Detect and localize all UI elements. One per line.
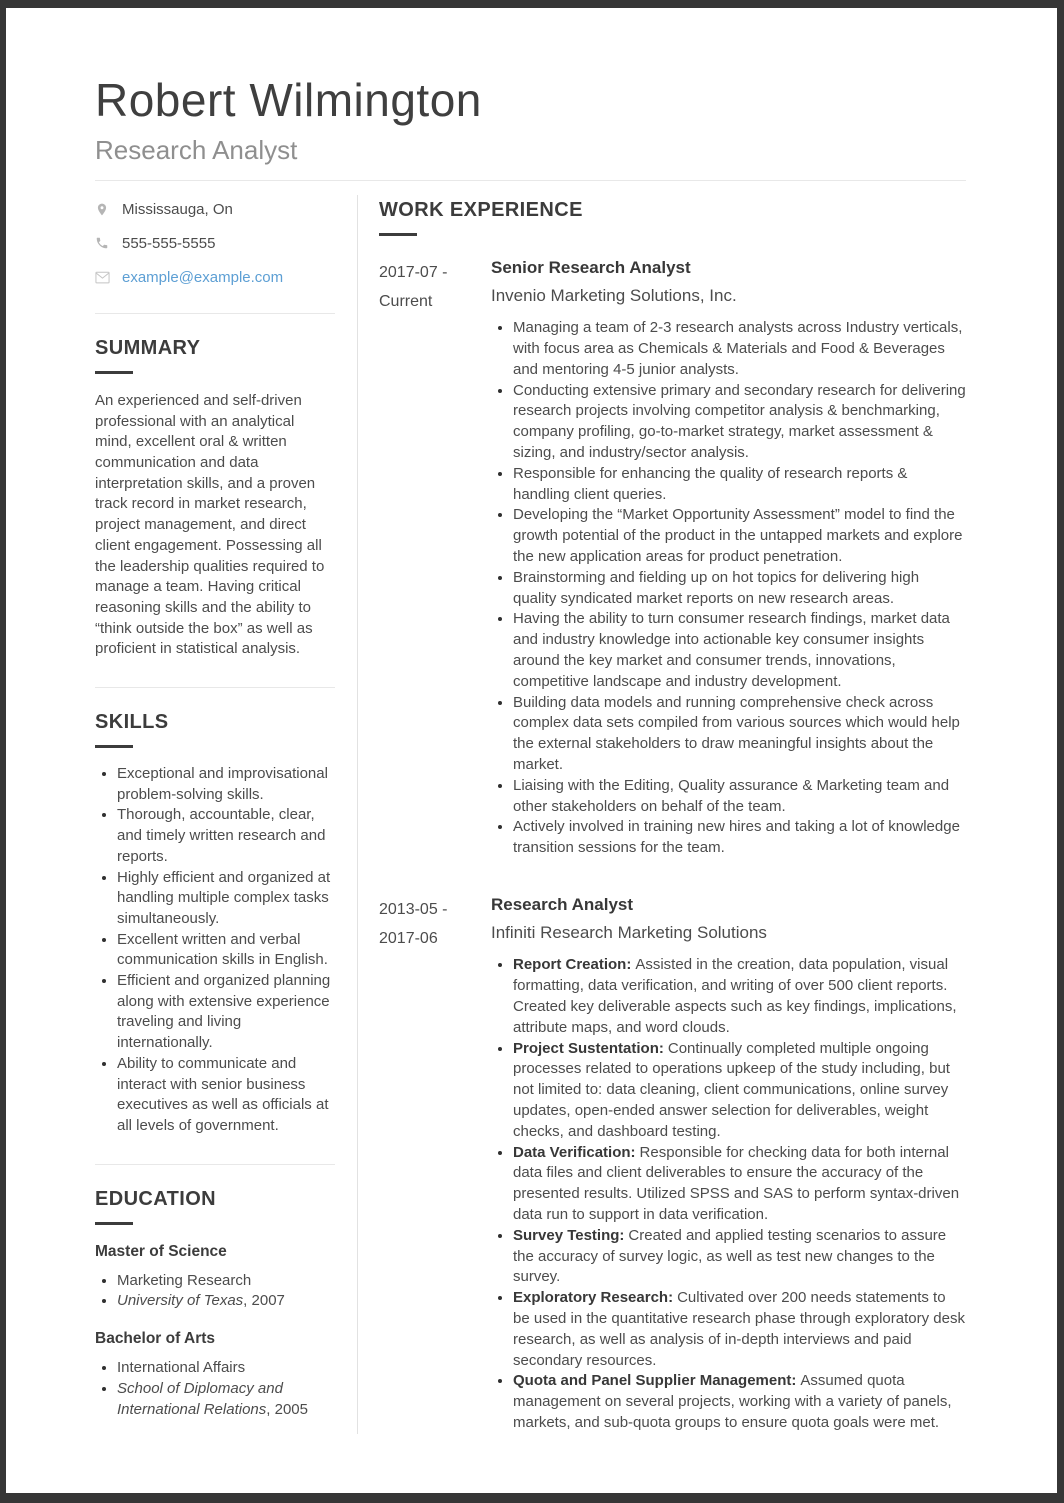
skills-heading-bar <box>95 745 133 748</box>
job-bullet <box>513 464 966 506</box>
job-date-from: 2013-05 - <box>379 901 448 918</box>
bullet-text: Responsible for checking data for both internal data files and client deliverables to ensure the accuracy of the presented results. Utilized SPSS and SAS to perform syntax-driven data run to support in data verification. <box>513 1143 960 1223</box>
work-experience-heading-bar <box>379 233 417 236</box>
job-bullet <box>513 381 966 464</box>
bullet-text: Created and applied testing scenarios to assure the accuracy of survey logic, as well as test new changes to the survey. <box>513 1226 947 1286</box>
degree-details <box>95 1271 335 1312</box>
summary-heading-bar <box>95 371 133 374</box>
skill-item: • Thorough, accountable, clear, and timely written research and reports. <box>117 805 335 867</box>
degree-field: • Marketing Research <box>117 1271 335 1292</box>
contact-email <box>95 269 335 286</box>
job-dates <box>379 258 491 859</box>
job-date-to: Current <box>379 292 433 310</box>
bullet-lead: Report Creation: <box>513 956 632 974</box>
bullet-text: Cultivated over 200 needs statements to be used in the quantitative research phase through exploratory desk research, as well as analysis of in-depth interviews and paid secondary resources. <box>513 1289 965 1369</box>
bullet-text: Assumed quota management on several projects, working with a variety of panels, markets, and sub-quota groups to ensure quota goals were met. <box>513 1372 952 1431</box>
skill-item: • Highly efficient and organized at handling multiple complex tasks simultaneously. <box>117 868 335 930</box>
location-pin-icon <box>95 202 111 217</box>
job-title: Research Analyst <box>491 895 634 914</box>
bullet-text: Managing a team of 2-3 research analysts across Industry verticals, with focus area as Chemicals & Materials and Food & Beverages and mentoring 4-5 junior analysts. <box>513 319 963 378</box>
degree-field: • International Affairs <box>117 1358 335 1379</box>
phone-text: 555-555-5555 <box>122 234 216 252</box>
section-divider <box>95 687 335 688</box>
education-degree <box>95 1243 335 1312</box>
job-bullet <box>513 318 966 380</box>
bullet-lead: Quota and Panel Supplier Management: <box>513 1372 797 1390</box>
job-body <box>491 895 966 1434</box>
job-bullet <box>513 1288 966 1371</box>
job-bullet <box>513 1143 966 1226</box>
bullet-text: Building data models and running comprehensive check across complex data sets compiled from various sources which would help the external stakeholders to draw meaningful insights about the market. <box>513 693 960 774</box>
degree-year: , 2007 <box>243 1292 285 1310</box>
degree-details <box>95 1358 335 1420</box>
job-title: Senior Research Analyst <box>491 257 691 277</box>
bullet-text: Brainstorming and fielding up on hot topics for delivering high quality syndicated market reports on new research areas. <box>513 568 920 607</box>
skills-heading: SKILLS <box>95 711 169 734</box>
job-company: Infiniti Research Marketing Solutions <box>491 923 767 943</box>
education-heading: EDUCATION <box>95 1187 217 1210</box>
bullet-text: Assisted in the creation, data population, visual formatting, data verification, and writing of over 500 client reports. Created key deliverable aspects such as key findings, implications, attribute maps, and word clouds. <box>513 956 957 1036</box>
job-dates <box>379 895 491 1434</box>
job-body <box>491 258 966 859</box>
job-bullet <box>513 609 966 692</box>
envelope-icon <box>95 271 111 284</box>
bullet-lead: Exploratory Research: <box>513 1289 674 1307</box>
resume-page <box>6 8 1057 1493</box>
skill-item: • Exceptional and improvisational problem-solving skills. <box>117 764 335 805</box>
bullet-lead: Data Verification: <box>513 1143 636 1161</box>
job-bullet <box>513 693 966 776</box>
job-bullet <box>513 1371 966 1433</box>
degree-name: Master of Science <box>95 1242 227 1260</box>
job-entry <box>379 895 966 1434</box>
section-divider <box>95 313 335 314</box>
bullet-lead: Project Sustentation: <box>513 1039 664 1057</box>
work-experience-heading: WORK EXPERIENCE <box>379 198 583 221</box>
job-date-to: 2017-06 <box>379 930 438 947</box>
section-divider <box>95 1164 335 1165</box>
bullet-text: Liaising with the Editing, Quality assurance & Marketing team and other stakeholders on behalf of the team. <box>513 776 950 815</box>
email-link[interactable]: example@example.com <box>122 268 284 286</box>
phone-icon <box>95 236 111 250</box>
job-bullet-list <box>491 955 966 1433</box>
job-bullet <box>513 817 966 859</box>
education-degree <box>95 1330 335 1420</box>
job-company: Invenio Marketing Solutions, Inc. <box>491 286 737 306</box>
location-text: Mississauga, On <box>122 200 233 218</box>
right-column <box>357 195 966 1434</box>
job-bullet <box>513 955 966 1038</box>
skills-list <box>95 764 335 1137</box>
person-name: Robert Wilmington <box>95 74 482 126</box>
contact-location <box>95 201 335 218</box>
person-job-title: Research Analyst <box>95 134 298 165</box>
degree-school-year <box>117 1291 335 1312</box>
skill-item: • Excellent written and verbal communication skills in English. <box>117 930 335 971</box>
job-bullet <box>513 505 966 567</box>
job-bullet <box>513 1039 966 1143</box>
content-columns <box>95 195 966 1434</box>
degree-school: University of Texas <box>117 1292 244 1310</box>
contact-phone <box>95 235 335 252</box>
bullet-text: Conducting extensive primary and secondary research for delivering research projects involving competitor analysis & benchmarking, company profiling, go-to-market strategy, market assessment & sizing, and industry/sector analysis. <box>513 381 966 462</box>
degree-name: Bachelor of Arts <box>95 1330 216 1348</box>
skill-item: • Efficient and organized planning along with extensive experience traveling and living internationally. <box>117 971 335 1054</box>
skill-item: • Ability to communicate and interact with senior business executives as well as officials at all levels of government. <box>117 1054 335 1137</box>
job-bullet <box>513 568 966 610</box>
job-date-from: 2017-07 - <box>379 263 448 281</box>
left-column <box>95 195 335 1434</box>
degree-year: , 2005 <box>266 1400 308 1418</box>
bullet-text: Continually completed multiple ongoing processes related to operations upkeep of the study including, but not limited to: data cleaning, client communications, online survey updates, open-ended answer selection for deliverables, weight checks, and dashboard testing. <box>513 1039 950 1140</box>
bullet-lead: Survey Testing: <box>513 1226 625 1244</box>
job-bullet-list <box>491 318 966 859</box>
summary-heading: SUMMARY <box>95 336 201 359</box>
bullet-text: Developing the “Market Opportunity Assessment” model to find the growth potential of the product in the untapped markets and explore the new application areas for product penetration. <box>513 506 963 566</box>
bullet-text: Responsible for enhancing the quality of research reports & handling client queries. <box>513 464 908 503</box>
summary-text: An experienced and self-driven professional with an analytical mind, excellent oral & written communication and data interpretation skills, and a proven track record in market research, project management, and direct client engagement. Possessing all the leadership qualities required to manage a team. Having critical reasoning skills and the ability to “think outside the box” as well as proficient in statistical analysis. <box>95 391 325 658</box>
bullet-text: Having the ability to turn consumer research findings, market data and industry knowledge into actionable key consumer insights around the key market and consumer trends, innovations, competitive landscape and industry development. <box>513 610 950 690</box>
education-heading-bar <box>95 1222 133 1225</box>
job-entry <box>379 258 966 859</box>
degree-school: School of Diplomacy and International Relations <box>117 1379 283 1418</box>
header-divider <box>95 180 966 181</box>
job-bullet <box>513 776 966 818</box>
job-bullet <box>513 1226 966 1288</box>
degree-school-year <box>117 1379 335 1420</box>
bullet-text: Actively involved in training new hires and taking a lot of knowledge transition sessions for the team. <box>513 818 960 857</box>
